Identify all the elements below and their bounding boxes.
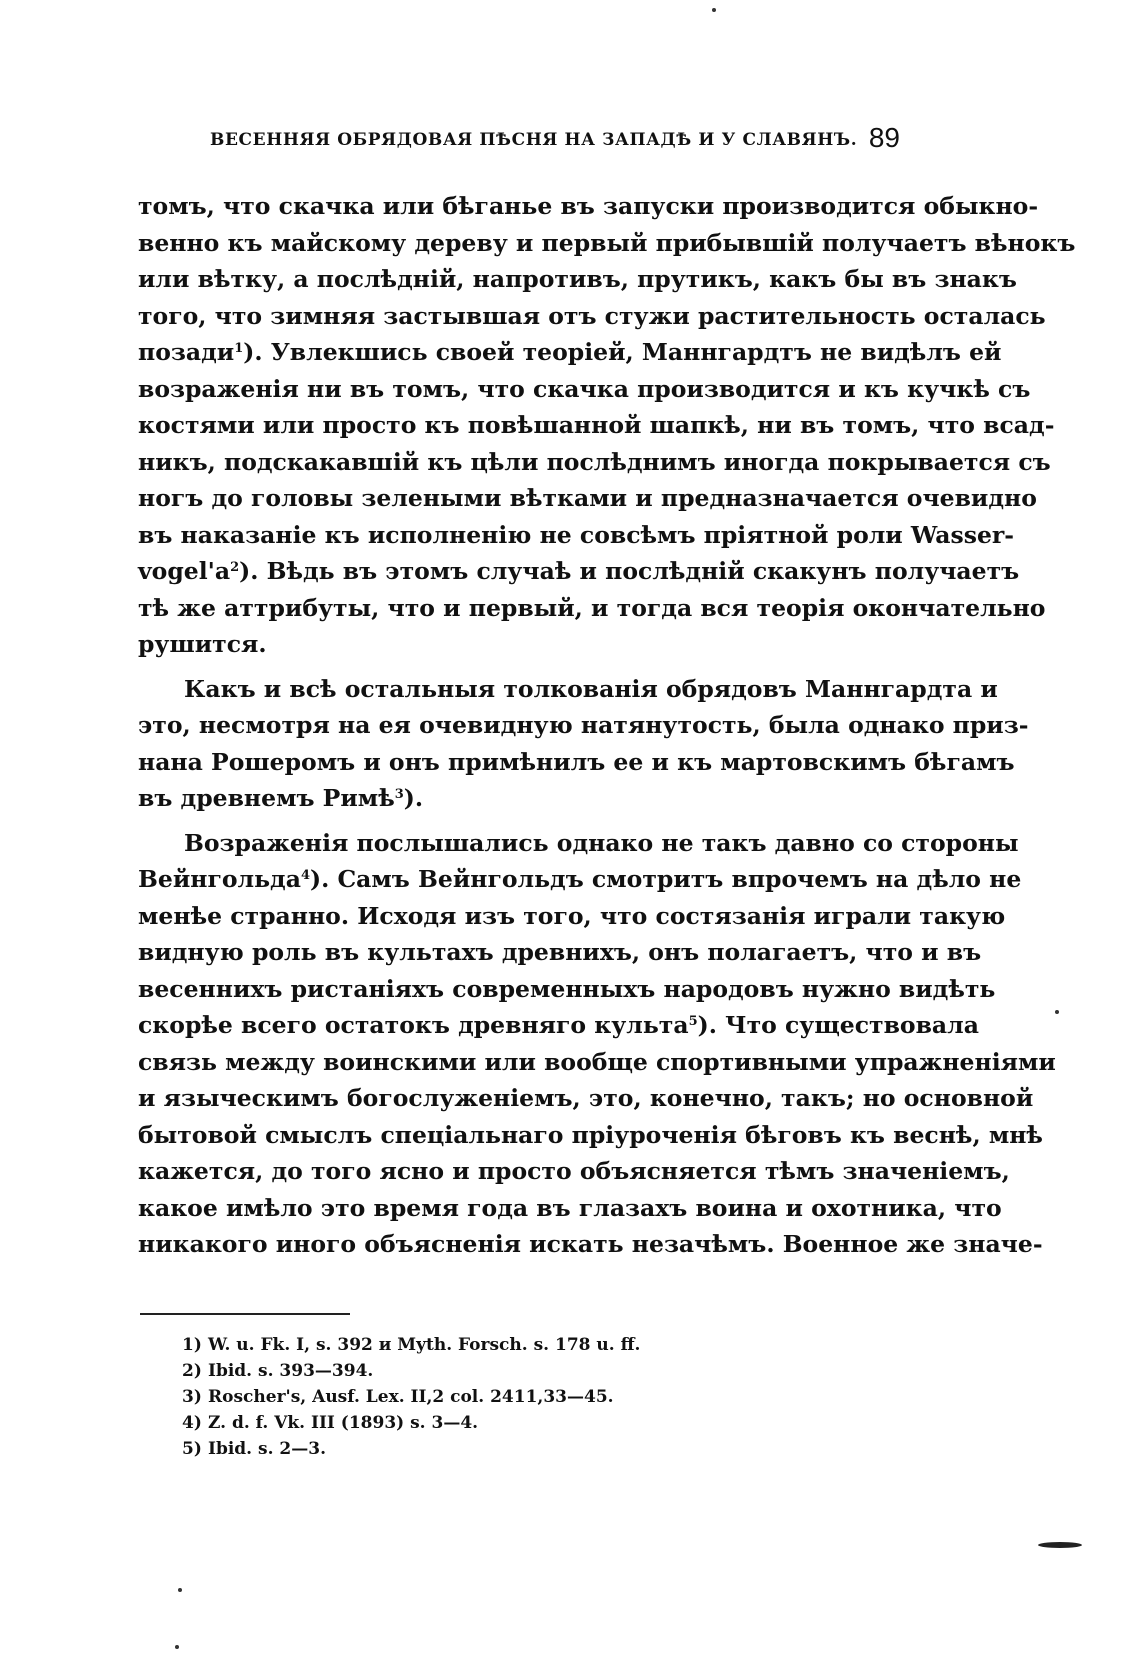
text-line: кажется, до того ясно и просто объясняется тѣмъ значеніемъ, — [138, 1157, 1010, 1185]
footnote-ref: 4 — [300, 868, 310, 884]
footnote-text: W. u. Fk. I, s. 392 и Myth. Forsch. s. 178 u. ff. — [208, 1335, 641, 1355]
text-line — [138, 553, 1020, 590]
scan-speck — [712, 8, 716, 12]
text-line: видную роль въ культахъ древнихъ, онъ полагаетъ, что и въ — [138, 938, 982, 966]
footnote — [182, 1436, 882, 1462]
text-line: это, несмотря на ея очевидную натянутость, была однако приз- — [138, 711, 1029, 739]
footnote — [182, 1384, 882, 1410]
footnote-ref: 5 — [688, 1014, 698, 1030]
text-line: того, что зимняя застывшая отъ стужи растительность осталась — [138, 301, 1046, 330]
text-line: томъ, что скачка или бѣганье въ запуски производится обыкно- — [138, 192, 1039, 220]
footnote-rule — [140, 1313, 350, 1315]
line-part: Вейнгольда — [138, 865, 301, 893]
footnote-text: Z. d. f. Vk. III (1893) s. 3—4. — [208, 1413, 479, 1433]
text-line: венно къ майскому дереву и первый прибывшій получаетъ вѣнокъ — [138, 228, 1076, 257]
footnote-text: Ibid. s. 393—394. — [208, 1361, 374, 1381]
text-line: никъ, подскакавшій къ цѣли послѣднимъ иногда покрывается съ — [138, 447, 1051, 476]
text-line: бытовой смыслъ спеціальнаго пріуроченія бѣговъ къ веснѣ, мнѣ — [138, 1120, 1043, 1149]
scan-speck — [178, 1588, 182, 1592]
text-line: или вѣтку, а послѣдній, напротивъ, прутикъ, какъ бы въ знакъ — [138, 265, 1017, 293]
text-line — [138, 334, 1002, 371]
text-line: связь между воинскими или вообще спортивными упражненіями — [138, 1047, 1056, 1076]
text-line: возраженія ни въ томъ, что скачка производится и къ кучкѣ съ — [138, 374, 1031, 403]
line-part: ). — [403, 784, 424, 812]
footnote — [182, 1410, 882, 1436]
text-line: менѣе странно. Исходя изъ того, что состязанія играли такую — [138, 901, 1006, 930]
scan-speck — [1055, 1010, 1059, 1014]
line-part: ). Что существовала — [697, 1011, 979, 1039]
running-head — [210, 122, 900, 162]
text-line: какое имѣло это время года въ глазахъ воина и охотника, что — [138, 1193, 1002, 1222]
scan-mark — [1038, 1542, 1082, 1548]
text-line: и языческимъ богослуженіемъ, это, конечно, такъ; но основной — [138, 1084, 1034, 1112]
footnote-number: 4) — [182, 1413, 202, 1433]
text-line: весеннихъ ристаніяхъ современныхъ народовъ нужно видѣть — [138, 974, 996, 1003]
line-part: ). Увлекшись своей теоріей, Маннгардтъ не видѣлъ ей — [243, 338, 1002, 366]
line-part: vogel'а — [138, 557, 231, 585]
text-line: рушится. — [138, 630, 267, 658]
text-line: тѣ же аттрибуты, что и первый, и тогда вся теорія окончательно — [138, 593, 1046, 622]
line-part: ). Самъ Вейнгольдъ смотритъ впрочемъ на дѣло не — [309, 865, 1022, 893]
page-number: 89 — [868, 122, 900, 153]
body-text — [138, 188, 1076, 1263]
footnote-text: Roscher's, Ausf. Lex. II,2 col. 2411,33—45. — [208, 1387, 614, 1407]
footnote — [182, 1358, 882, 1384]
footnote — [182, 1332, 882, 1358]
text-line: Какъ и всѣ остальныя толкованія обрядовъ Маннгардта и — [184, 674, 998, 703]
text-line — [138, 1007, 979, 1044]
line-part: въ древнемъ Римѣ — [138, 784, 395, 812]
line-part: скорѣе всего остатокъ древняго культа — [138, 1011, 689, 1039]
text-line: Возраженія послышались однако не такъ давно со стороны — [184, 828, 1019, 857]
footnotes — [182, 1332, 882, 1462]
footnote-number: 3) — [182, 1387, 202, 1407]
footnote-ref: 3 — [394, 787, 404, 803]
text-line — [138, 861, 1022, 898]
footnote-number: 2) — [182, 1361, 202, 1381]
text-line: никакого иного объясненія искать незачѣмъ. Военное же значе- — [138, 1230, 1043, 1258]
line-part: ). Вѣдь въ этомъ случаѣ и послѣдній скакунъ получаетъ — [239, 557, 1020, 585]
text-line — [138, 780, 910, 817]
footnote-ref: 2 — [230, 560, 240, 576]
footnote-ref: 1 — [234, 341, 244, 357]
footnote-number: 5) — [182, 1439, 202, 1459]
line-part: позади — [138, 338, 235, 366]
text-line: нана Рошеромъ и онъ примѣнилъ ее и къ мартовскимъ бѣгамъ — [138, 747, 1015, 776]
text-line: костями или просто къ повѣшанной шапкѣ, ни въ томъ, что всад- — [138, 411, 1055, 439]
footnote-text: Ibid. s. 2—3. — [208, 1439, 327, 1459]
text-line: ногъ до головы зелеными вѣтками и предназначается очевидно — [138, 484, 1037, 512]
text-line: въ наказаніе къ исполненію не совсѣмъ пріятной роли Wasser- — [138, 520, 1015, 549]
scan-speck — [175, 1645, 179, 1649]
running-title: ВЕСЕННЯЯ ОБРЯДОВАЯ ПѢСНЯ НА ЗАПАДѢ И У СЛАВЯНЪ. — [210, 130, 858, 150]
footnote-number: 1) — [182, 1335, 202, 1355]
